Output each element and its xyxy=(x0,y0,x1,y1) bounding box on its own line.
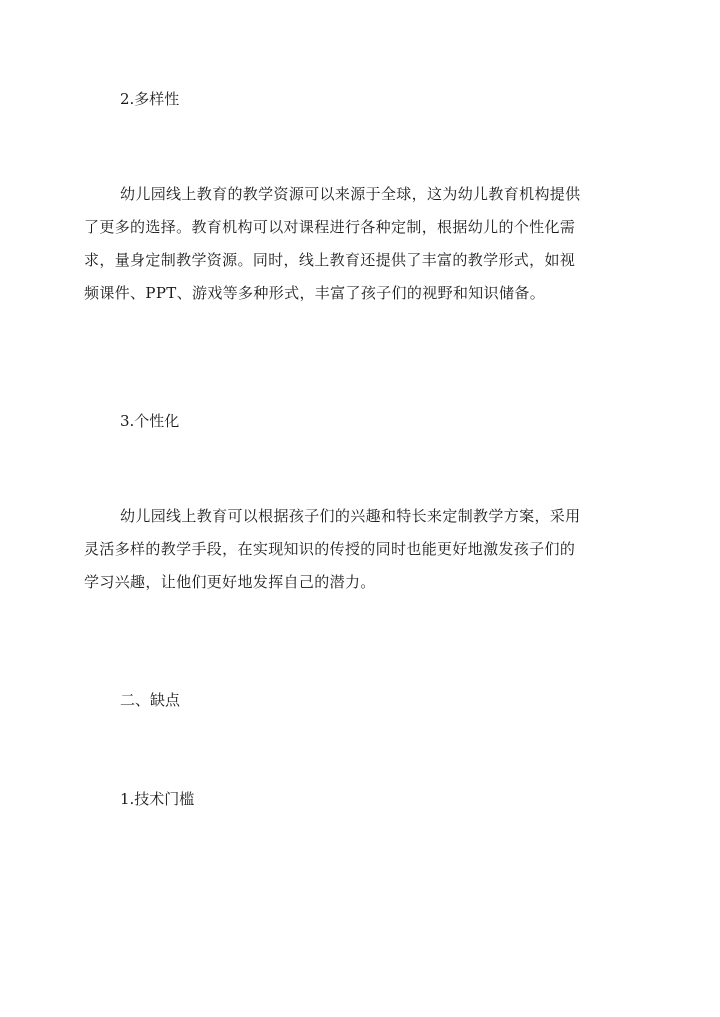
paragraph-line: 学习兴趣，让他们更好地发挥自己的潜力。 xyxy=(84,573,376,591)
paragraph-diversity xyxy=(84,178,632,310)
section-heading-personalization: 3.个性化 xyxy=(120,412,180,430)
paragraph-line: 频课件、PPT、游戏等多种形式，丰富了孩子们的视野和知识储备。 xyxy=(84,284,546,302)
paragraph-personalization xyxy=(84,500,632,599)
section-heading-technical-threshold: 1.技术门槛 xyxy=(120,790,195,808)
paragraph-line: 了更多的选择。教育机构可以对课程进行各种定制，根据幼儿的个性化需 xyxy=(84,218,576,236)
paragraph-line: 灵活多样的教学手段，在实现知识的传授的同时也能更好地激发孩子们的 xyxy=(84,540,576,558)
paragraph-line: 求，量身定制教学资源。同时，线上教育还提供了丰富的教学形式，如视 xyxy=(84,251,576,269)
section-heading-disadvantages: 二、缺点 xyxy=(120,691,181,709)
section-heading-diversity: 2.多样性 xyxy=(120,90,180,108)
paragraph-line: 幼儿园线上教育可以根据孩子们的兴趣和特长来定制教学方案，采用 xyxy=(120,507,581,525)
paragraph-line: 幼儿园线上教育的教学资源可以来源于全球，这为幼儿教育机构提供 xyxy=(120,185,581,203)
